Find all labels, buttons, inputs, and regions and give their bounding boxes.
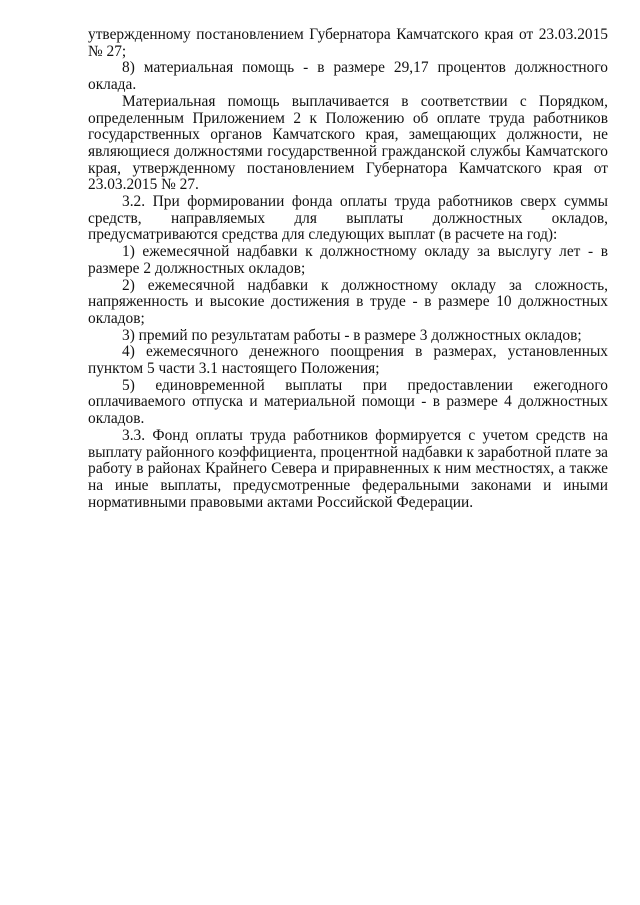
paragraph-section-3-3: 3.3. Фонд оплаты труда работников формируется с учетом средств на выплату районного коэффициента, процентной надбавки к заработной плате за работу в районах Крайнего Севера и приравненных к ним местностях, а также на иные выплаты, предусмотренные федеральными законами и иными нормативными правовыми актами Российской Федерации. <box>88 426 608 511</box>
list-item-3: 3) премий по результатам работы - в размере 3 должностных окладов; <box>122 326 582 344</box>
paragraph-item-8: 8) материальная помощь - в размере 29,17 процентов должностного оклада. <box>88 59 608 94</box>
paragraph-continuation: утвержденному постановлением Губернатора Камчатского края от 23.03.2015 № 27; <box>88 26 608 60</box>
document-page <box>88 27 608 511</box>
list-item-2: 2) ежемесячной надбавки к должностному окладу за сложность, напряженность и высокие достижения в труде - в размере 10 должностных окладов; <box>88 276 608 327</box>
list-item-1: 1) ежемесячной надбавки к должностному окладу за выслугу лет - в размере 2 должностных окладов; <box>88 243 608 277</box>
list-item-5: 5) единовременной выплаты при предоставлении ежегодного оплачиваемого отпуска и материальной помощи - в размере 4 должностных окладов. <box>88 376 608 428</box>
paragraph-material-aid: Материальная помощь выплачивается в соответствии с Порядком, определенным Приложением 2 к Положению об оплате труда работников государственных органов Камчатского края, замещающих должности, не являющиеся должностями государственной гражданской службы Камчатского края, утвержденному постановлением Губернатора Камчатского края от 23.03.2015 № 27. <box>88 92 608 194</box>
paragraph-section-3-2: 3.2. При формировании фонда оплаты труда работников сверх суммы средств, направляемых для выплаты должностных окладов, предусматриваются средства для следующих выплат (в расчете на год): <box>88 193 608 244</box>
list-item-4: 4) ежемесячного денежного поощрения в размерах, установленных пунктом 5 части 3.1 настоящего Положения; <box>88 343 608 378</box>
